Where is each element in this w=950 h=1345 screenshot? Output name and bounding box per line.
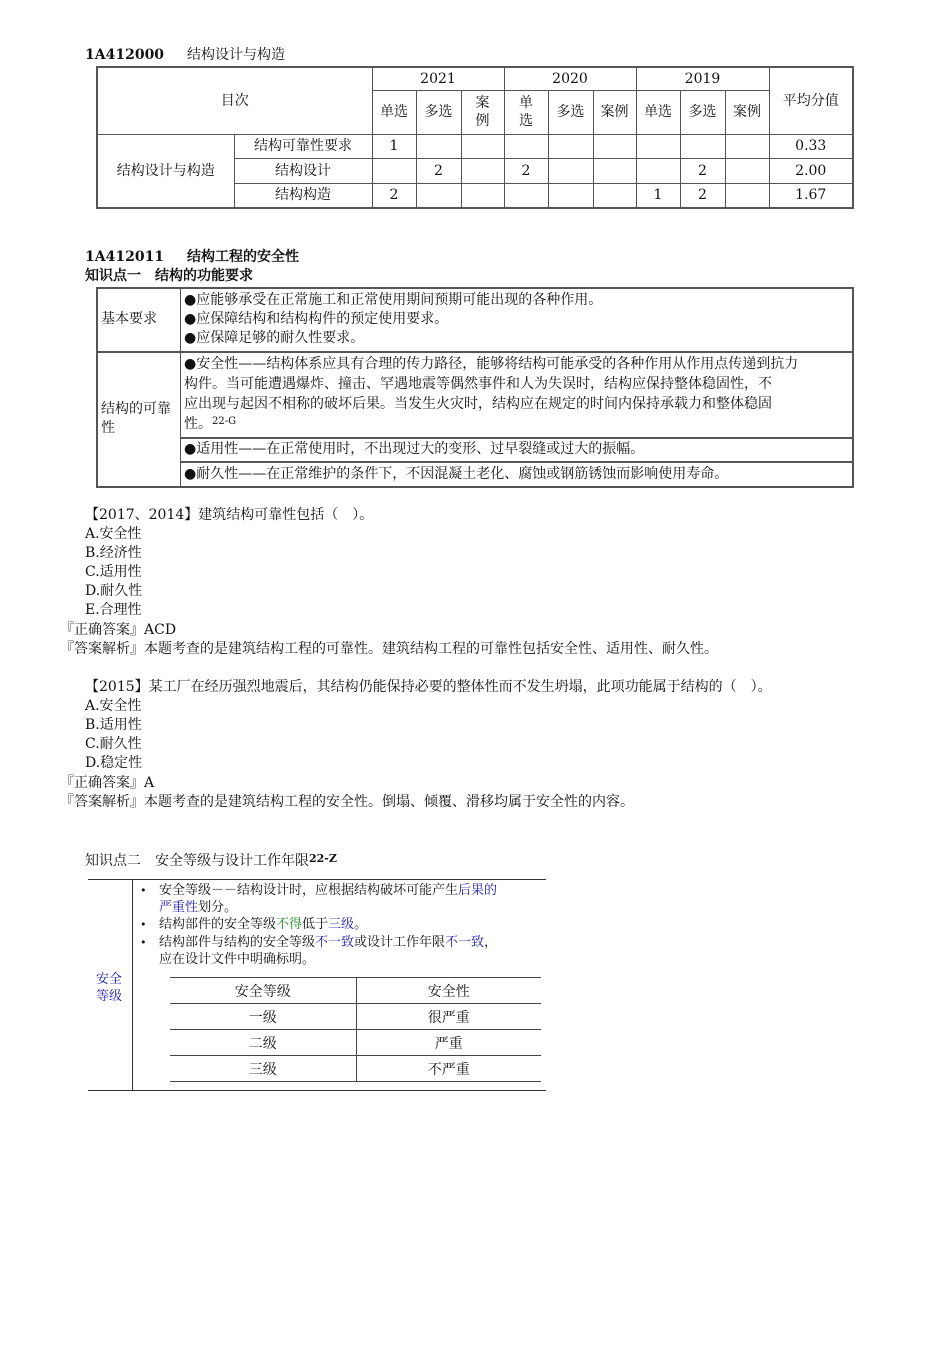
table-cell [725,134,769,158]
basic-item: ●应保障足够的耐久性要求。 [184,330,365,346]
table-cell: 很严重 [356,1004,541,1030]
bullet-text: 划分。 [198,900,238,915]
row-name: 结构构造 [234,183,372,208]
kp2-title: 知识点二 安全等级与设计工作年限 [85,853,309,869]
q2-stem: 【2015】某工厂在经历强烈地震后，其结构仍能保持必要的整体性而不发生坍塌，此项功能属于结构的（ ）。 [85,679,772,695]
side-label: 安全 [96,972,123,987]
table-header: 安全等级 [170,978,356,1004]
q2-answer: 『正确答案』A [60,775,155,791]
basic-item: ●应能够承受在正常施工和正常使用期间预期可能出现的各种作用。 [184,292,603,308]
table-cell [548,158,593,183]
function-table [96,287,854,488]
group-label: 结构设计与构造 [97,134,234,208]
safety-line: ●安全性——结构体系应具有合理的传力路径，能够将结构可能承受的各种作用从作用点传递到抗力 [184,356,799,372]
table-divider [98,351,852,353]
table-cell: 一级 [170,1004,356,1030]
safety-line: 构件。当可能遭遇爆炸、撞击、罕遇地震等偶然事件和人为失误时，结构应保持整体稳固性，不 [184,376,772,392]
table-cell [680,134,725,158]
q1-option: E.合理性 [85,602,142,618]
highlight-text: 不得 [276,917,303,932]
table-cell: 2 [372,183,416,208]
sub-header: 多选 [416,90,461,134]
table-cell [593,134,636,158]
avg-cell: 2.00 [769,158,853,183]
bullet-3 [159,934,497,968]
table-cell [461,158,504,183]
table-header: 安全性 [356,978,541,1004]
year-2021-header: 2021 [372,67,504,90]
bullet-1 [159,882,497,916]
knowledge-point-1-title: 知识点一 结构的功能要求 [85,268,253,284]
table-divider [181,437,852,439]
row-name: 结构设计 [234,158,372,183]
table-cell: 2 [680,183,725,208]
bullet-text: 低于 [302,917,329,932]
q1-stem: 【2017、2014】建筑结构可靠性包括（ ）。 [85,507,374,523]
mulu-header: 目次 [97,67,372,134]
bullet-text: 应在设计文件中明确标明。 [159,952,316,967]
sub-header: 单选 [372,90,416,134]
durability-item: ●耐久性——在正常维护的条件下，不因混凝土老化、腐蚀或钢筋锈蚀而影响使用寿命。 [184,466,729,482]
q2-option: B.适用性 [85,717,142,733]
reliability-label: 性 [101,420,115,436]
table-divider [181,461,852,463]
row-name: 结构可靠性要求 [234,134,372,158]
sub-header: 单选 [504,90,548,134]
sub-header: 案例 [461,90,504,134]
highlight-text: 不一致 [445,935,485,950]
table-cell [593,158,636,183]
q2-option: D.稳定性 [85,755,143,771]
table-cell [461,134,504,158]
q2-option: A.安全性 [85,698,142,714]
side-label: 等级 [96,989,123,1004]
table-cell [725,183,769,208]
exam-mark: 22-Z [309,852,337,865]
table-cell [636,134,680,158]
avg-cell: 1.67 [769,183,853,208]
safety-line: 性。 [184,416,212,432]
section-code: 1A412011 [85,249,165,265]
table-cell [548,183,593,208]
panel-rule [132,879,133,1090]
avg-cell: 0.33 [769,134,853,158]
year-2019-header: 2019 [636,67,769,90]
table-cell [636,158,680,183]
table-cell [372,158,416,183]
highlight-text: 后果的 [458,883,498,898]
table-cell: 三级 [170,1056,356,1082]
bullet-text: 结构部件与结构的安全等级 [159,935,316,950]
table-cell: 不严重 [356,1056,541,1082]
year-2020-header: 2020 [504,67,636,90]
section-title: 结构工程的安全性 [186,249,299,265]
sub-header: 单选 [636,90,680,134]
q1-option: A.安全性 [85,526,142,542]
bullet-text: ， [484,935,498,950]
safety-grade-panel [88,876,548,1092]
avg-header: 平均分值 [769,67,853,134]
bullet-text: 或设计工作年限 [354,935,446,950]
bullet-text: 安全等级－－结构设计时，应根据结构破坏可能产生 [159,883,459,898]
safety-line-last [184,415,236,434]
knowledge-point-2-title [85,852,337,871]
highlight-text: 严重性 [159,900,199,915]
safety-line: 应出现与起因不相称的破坏后果。当发生火灾时，结构应在规定的时间内保持承载力和整体稳固 [184,396,772,412]
q1-option: D.耐久性 [85,583,143,599]
table-divider [180,289,181,486]
highlight-text: 三级 [328,917,355,932]
table-cell [416,134,461,158]
bullet-2 [159,916,367,933]
sub-header: 多选 [680,90,725,134]
table-cell: 1 [372,134,416,158]
table-cell [416,183,461,208]
bullet-dot: • [140,918,147,931]
section-heading-1 [85,46,285,65]
exam-mark: 22-G [212,416,237,427]
exam-stats-table [96,66,854,209]
bullet-dot: • [140,936,147,949]
safety-grade-table [170,977,541,1082]
q2-analysis: 『答案解析』本题考查的是建筑结构工程的安全性。倒塌、倾覆、滑移均属于安全性的内容。 [60,794,634,810]
table-cell: 2 [680,158,725,183]
table-cell [461,183,504,208]
table-cell: 1 [636,183,680,208]
q1-option: B.经济性 [85,545,142,561]
panel-rule [88,1090,546,1091]
table-cell [504,183,548,208]
table-cell [593,183,636,208]
highlight-text: 不一致 [315,935,355,950]
table-cell: 2 [416,158,461,183]
reliability-label: 结构的可靠 [101,401,171,417]
q1-answer: 『正确答案』ACD [60,622,177,638]
table-cell [548,134,593,158]
table-cell: 严重 [356,1030,541,1056]
bullet-text: 。 [354,917,368,932]
section-title: 结构设计与构造 [186,47,285,63]
q1-option: C.适用性 [85,564,142,580]
serviceability-item: ●适用性——在正常使用时，不出现过大的变形、过早裂缝或过大的振幅。 [184,441,645,457]
section-heading-2 [85,248,299,267]
table-cell [725,158,769,183]
panel-rule [88,879,546,880]
bullet-dot: • [140,884,147,897]
q1-analysis: 『答案解析』本题考查的是建筑结构工程的可靠性。建筑结构工程的可靠性包括安全性、适用性、耐久性。 [60,641,718,657]
basic-item: ●应保障结构和结构构件的预定使用要求。 [184,311,449,327]
sub-header: 案例 [725,90,769,134]
bullet-text: 结构部件的安全等级 [159,917,277,932]
table-cell: 二级 [170,1030,356,1056]
basic-requirements-label: 基本要求 [101,311,157,327]
q2-option: C.耐久性 [85,736,142,752]
section-code: 1A412000 [85,47,165,63]
table-cell [504,134,548,158]
sub-header: 多选 [548,90,593,134]
table-cell: 2 [504,158,548,183]
sub-header: 案例 [593,90,636,134]
